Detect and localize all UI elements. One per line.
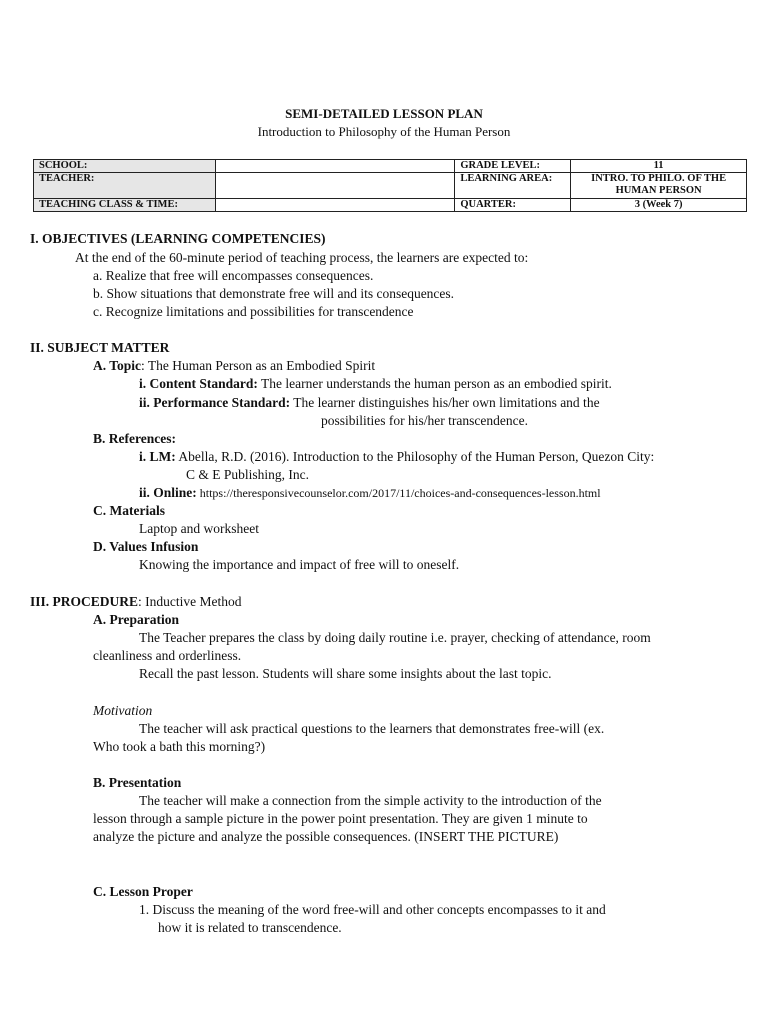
area-value xyxy=(571,173,747,199)
topic-text: : The Human Person as an Embodied Spirit xyxy=(141,358,376,373)
presentation-line2: lesson through a sample picture in the power point presentation. They are given 1 minute to xyxy=(93,811,588,826)
procedure-heading-line xyxy=(30,594,242,610)
performance-standard-label: ii. Performance Standard: xyxy=(139,395,291,410)
objective-c: c. Recognize limitations and possibilities for transcendence xyxy=(93,304,414,319)
school-label: SCHOOL: xyxy=(34,160,216,173)
lm-label: i. LM: xyxy=(139,449,176,464)
motivation-line1: The teacher will ask practical questions to the learners that demonstrates free-will (ex. xyxy=(139,721,605,736)
lesson-proper-label: C. Lesson Proper xyxy=(93,884,193,899)
table-row xyxy=(34,199,747,212)
lm-reference-line xyxy=(139,449,654,465)
preparation-line1: The Teacher prepares the class by doing daily routine i.e. prayer, checking of attendance, room xyxy=(139,630,651,645)
objectives-heading: I. OBJECTIVES (LEARNING COMPETENCIES) xyxy=(30,231,326,246)
procedure-heading: III. PROCEDURE xyxy=(30,594,139,609)
school-value xyxy=(215,160,455,173)
online-url: https://theresponsivecounselor.com/2017/11/choices-and-consequences-lesson.html xyxy=(196,486,601,500)
class-value xyxy=(215,199,455,212)
area-value-line1: INTRO. TO PHILO. OF THE xyxy=(591,173,727,184)
quarter-label: QUARTER: xyxy=(455,199,571,212)
objective-a: a. Realize that free will encompasses consequences. xyxy=(93,268,374,283)
content-standard-text: The learner understands the human person as an embodied spirit. xyxy=(257,376,612,391)
presentation-line3: analyze the picture and analyze the possible consequences. (INSERT THE PICTURE) xyxy=(93,829,559,844)
preparation-line3: Recall the past lesson. Students will share some insights about the last topic. xyxy=(139,666,552,681)
grade-label: GRADE LEVEL: xyxy=(455,160,571,173)
presentation-line1: The teacher will make a connection from the simple activity to the introduction of the xyxy=(139,793,602,808)
objective-b: b. Show situations that demonstrate free will and its consequences. xyxy=(93,286,455,301)
content-standard-label: i. Content Standard: xyxy=(139,376,258,391)
values-infusion-text: Knowing the importance and impact of free will to oneself. xyxy=(139,557,460,572)
lm-text2: C & E Publishing, Inc. xyxy=(186,467,310,482)
document-subtitle: Introduction to Philosophy of the Human Person xyxy=(257,124,511,139)
presentation-label: B. Presentation xyxy=(93,775,182,790)
grade-value: 11 xyxy=(571,160,747,173)
lm-text: Abella, R.D. (2016). Introduction to the Philosophy of the Human Person, Quezon City: xyxy=(175,449,655,464)
quarter-value: 3 (Week 7) xyxy=(571,199,747,212)
info-table xyxy=(33,159,747,212)
topic-line xyxy=(93,358,375,374)
table-row xyxy=(34,160,747,173)
preparation-label: A. Preparation xyxy=(93,612,179,627)
performance-standard-text: The learner distinguishes his/her own limitations and the xyxy=(290,395,600,410)
online-reference-line xyxy=(139,485,601,501)
online-label: ii. Online: xyxy=(139,485,197,500)
performance-standard-text2: possibilities for his/her transcendence. xyxy=(321,413,528,428)
objectives-intro: At the end of the 60-minute period of teaching process, the learners are expected to: xyxy=(75,250,529,265)
content-standard-line xyxy=(139,376,612,392)
motivation-line2: Who took a bath this morning?) xyxy=(93,739,266,754)
subject-matter-heading: II. SUBJECT MATTER xyxy=(30,340,170,355)
materials-label: C. Materials xyxy=(93,503,165,518)
topic-label: A. Topic xyxy=(93,358,142,373)
preparation-line2: cleanliness and orderliness. xyxy=(93,648,242,663)
motivation-label: Motivation xyxy=(93,703,153,718)
teacher-label: TEACHER: xyxy=(34,173,216,199)
area-label: LEARNING AREA: xyxy=(455,173,571,199)
class-label: TEACHING CLASS & TIME: xyxy=(34,199,216,212)
lesson-proper-line2: how it is related to transcendence. xyxy=(158,920,342,935)
area-value-line2: HUMAN PERSON xyxy=(615,185,702,196)
values-infusion-label: D. Values Infusion xyxy=(93,539,199,554)
references-label: B. References: xyxy=(93,431,176,446)
teacher-value xyxy=(215,173,455,199)
document-title: SEMI-DETAILED LESSON PLAN xyxy=(285,106,483,121)
procedure-method: : Inductive Method xyxy=(138,594,242,609)
performance-standard-line xyxy=(139,395,600,411)
table-row xyxy=(34,173,747,199)
materials-text: Laptop and worksheet xyxy=(139,521,259,536)
lesson-proper-line1: 1. Discuss the meaning of the word free-will and other concepts encompasses to it and xyxy=(139,902,606,917)
